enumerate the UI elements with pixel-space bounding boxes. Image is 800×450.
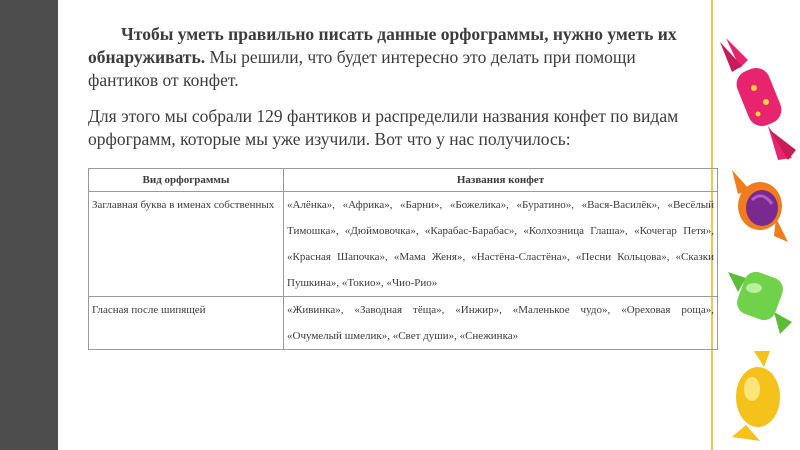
- intro-bold-text: Чтобы уметь правильно писать данные орфограммы, нужно уметь их обнаруживать.: [88, 24, 677, 67]
- table-row: [89, 297, 718, 350]
- candy-yellow-icon: [726, 345, 796, 445]
- table-header-row: [89, 169, 718, 192]
- left-sidebar-bar: [0, 0, 58, 450]
- orthogram-table: [88, 168, 718, 350]
- collection-paragraph: Для этого мы собрали 129 фантиков и распределили названия конфет по видам орфограмм, которые мы уже изучили. Вот что у нас получилось:: [88, 106, 679, 149]
- candy-names-cell: «Живинка», «Заводная тёща», «Инжир», «Маленькое чудо», «Ореховая роща», «Очумелый шмелик», «Свет души», «Снежинка»: [284, 297, 718, 350]
- slide-content: [58, 0, 714, 450]
- candy-orange-purple-icon: [722, 160, 796, 248]
- candy-names-cell: «Алёнка», «Африка», «Барни», «Божелика», «Буратино», «Вася-Василёк», «Весёлый Тимошка», «Дюймовочка», «Карабас-Барабас», «Колхозница Глаша», «Кочегар Петя», «Красная Шапочка», «Мама Женя», «Настёна-Сластёна», «Песни Кольцова», «Сказки Пушкина», «Токио», «Чио-Рио»: [284, 192, 718, 297]
- orthogram-type-cell: Заглавная буква в именах собственных: [89, 192, 284, 297]
- orthogram-type-cell: Гласная после шипящей: [89, 297, 284, 350]
- header-orthogram-type: Вид орфограммы: [89, 169, 284, 192]
- intro-paragraph: [88, 23, 708, 92]
- candy-green-icon: [724, 252, 796, 338]
- intro-text: Мы решили, что будет интересно это делать при помощи фантиков от конфет.: [88, 47, 636, 90]
- candy-pink-icon: [718, 30, 798, 165]
- header-candy-names: Названия конфет: [284, 169, 718, 192]
- table-row: [89, 192, 718, 297]
